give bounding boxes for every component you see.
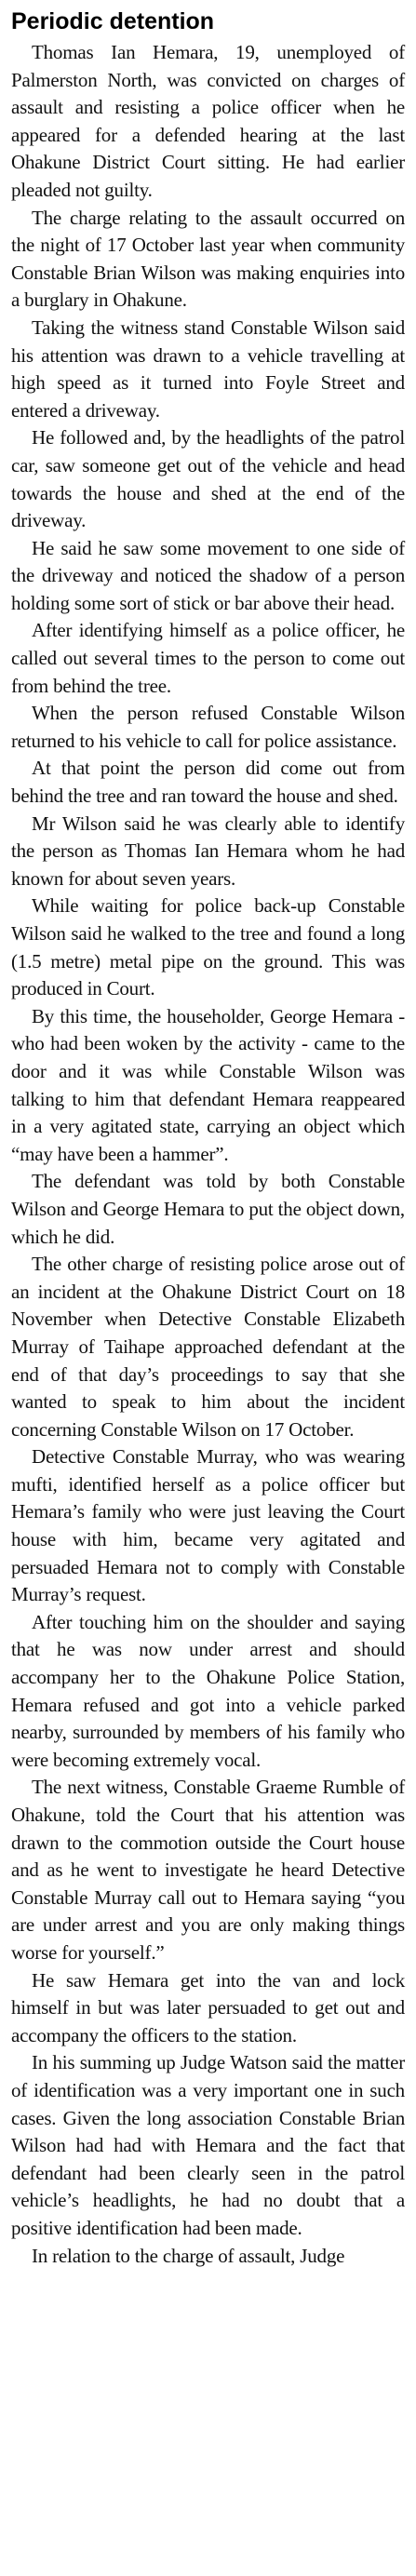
article-paragraph: Thomas Ian Hemara, 19, unemployed of Palmerston North, was convicted on charges of assault and resisting a police officer when he appeared for a defended hearing at the last Ohakune District Court sitting. He had earlier pleaded not guilty. [11, 41, 405, 201]
article-paragraph: At that point the person did come out from behind the tree and ran toward the house and shed. [11, 757, 405, 808]
article-paragraph: The charge relating to the assault occurred on the night of 17 October last year when community Constable Brian Wilson was making enquiries into a burglary in Ohakune. [11, 206, 405, 312]
article-paragraph: Taking the witness stand Constable Wilson said his attention was drawn to a vehicle travelling at high speed as it turned into Foyle Street and entered a driveway. [11, 315, 405, 422]
article-paragraph: After touching him on the shoulder and saying that he was now under arrest and should accompany her to the Ohakune Police Station, Hemara refused and got into a vehicle parked nearby, surrounded by members of his family who were becoming extremely vocal. [11, 1610, 405, 1771]
article-paragraph: Detective Constable Murray, who was wearing mufti, identified herself as a police officer but Hemara’s family who were just leaving the Court house with him, became very agitated and persuaded Hemara not to comply with Constable Murray’s request. [11, 1445, 405, 1606]
article-paragraph: The other charge of resisting police arose out of an incident at the Ohakune District Court on 18 November when Detective Constable Elizabeth Murray of Taihape approached defendant at the end of that day’s proceedings to say that she wanted to speak to him about the incident concerning Constable Wilson on 17 October. [11, 1253, 405, 1441]
article-body [11, 39, 405, 2270]
article-paragraph: He saw Hemara get into the van and lock himself in but was later persuaded to get out and accompany the officers to the station. [11, 1968, 405, 2046]
article-headline: Periodic detention [11, 8, 215, 34]
article-paragraph: The defendant was told by both Constable Wilson and George Hemara to put the object down, which he did. [11, 1170, 405, 1248]
article-paragraph: The next witness, Constable Graeme Rumble of Ohakune, told the Court that his attention was drawn to the commotion outside the Court house and as he went to investigate he heard Detective Constable Murray call out to Hemara saying “you are under arrest and you are only making things worse for yourself.” [11, 1776, 405, 1964]
article-paragraph: Mr Wilson said he was clearly able to identify the person as Thomas Ian Hemara whom he had known for about seven years. [11, 812, 405, 890]
article-paragraph: While waiting for police back-up Constable Wilson said he walked to the tree and found a long (1.5 metre) metal pipe on the ground. This was produced in Court. [11, 894, 405, 1000]
article-paragraph: In his summing up Judge Watson said the matter of identification was a very important one in such cases. Given the long association Constable Brian Wilson had had with Hemara and the fact that defendant had been clearly seen in the patrol vehicle’s headlights, he had no doubt that a positive identification had been made. [11, 2051, 405, 2239]
article-paragraph: He followed and, by the headlights of the patrol car, saw someone get out of the vehicle and head towards the house and shed at the end of the driveway. [11, 426, 405, 532]
article-paragraph: When the person refused Constable Wilson returned to his vehicle to call for police assistance. [11, 702, 405, 752]
article-paragraph: He said he saw some movement to one side of the driveway and noticed the shadow of a person holding some sort of stick or bar above their head. [11, 536, 405, 614]
article-paragraph: By this time, the householder, George Hemara - who had been woken by the activity - came to the door and it was while Constable Wilson was talking to him that defendant Hemara reappeared in a very agitated state, carrying an object which “may have been a hammer”. [11, 1004, 405, 1165]
article-paragraph: After identifying himself as a police officer, he called out several times to the person to come out from behind the tree. [11, 619, 405, 697]
article-paragraph: In relation to the charge of assault, Judge [32, 2244, 345, 2267]
